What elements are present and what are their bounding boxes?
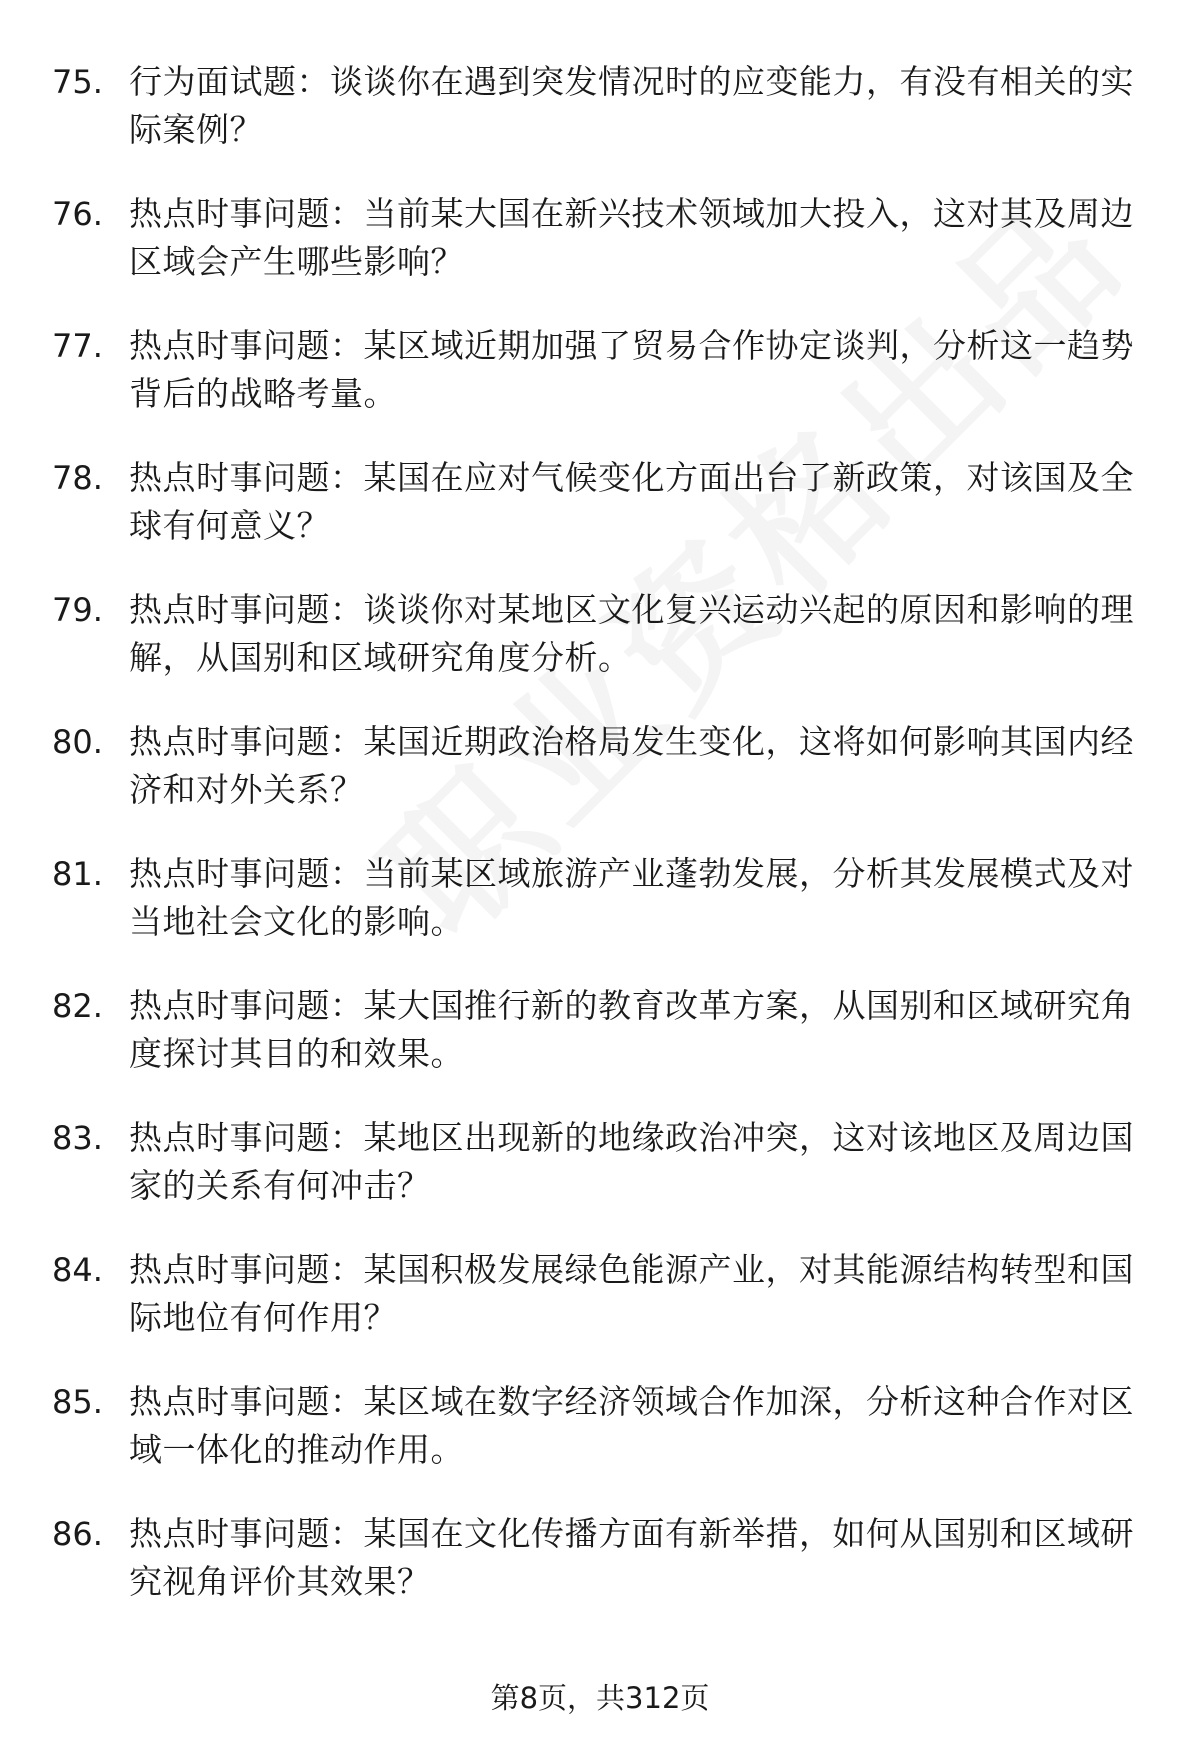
question-number: 86. (52, 1515, 103, 1553)
question-item (52, 454, 1142, 586)
question-text: 热点时事问题：当前某区域旅游产业蓬勃发展，分析其发展模式及对当地社会文化的影响。 (129, 854, 1134, 941)
question-number: 81. (52, 855, 103, 893)
question-item (52, 1510, 1142, 1642)
question-text: 热点时事问题：某大国推行新的教育改革方案，从国别和区域研究角度探讨其目的和效果。 (129, 986, 1134, 1073)
question-number: 76. (52, 195, 103, 233)
question-number: 80. (52, 723, 103, 761)
question-item (52, 322, 1142, 454)
question-number: 77. (52, 327, 103, 365)
question-text: 行为面试题：谈谈你在遇到突发情况时的应变能力，有没有相关的实际案例？ (129, 62, 1134, 149)
page-number: 第8页，共312页 (490, 1681, 710, 1715)
question-item (52, 190, 1142, 322)
question-text: 热点时事问题：某地区出现新的地缘政治冲突，这对该地区及周边国家的关系有何冲击？ (129, 1118, 1134, 1205)
question-text: 热点时事问题：某国在应对气候变化方面出台了新政策，对该国及全球有何意义？ (129, 458, 1134, 545)
question-item (52, 586, 1142, 718)
question-text: 热点时事问题：当前某大国在新兴技术领域加大投入，这对其及周边区域会产生哪些影响？ (129, 194, 1134, 281)
question-text: 热点时事问题：某国在文化传播方面有新举措，如何从国别和区域研究视角评价其效果？ (129, 1514, 1134, 1601)
question-text: 热点时事问题：谈谈你对某地区文化复兴运动兴起的原因和影响的理解，从国别和区域研究角度分析。 (129, 590, 1134, 677)
question-list (52, 58, 1142, 1642)
question-text: 热点时事问题：某区域在数字经济领域合作加深，分析这种合作对区域一体化的推动作用。 (129, 1382, 1134, 1469)
question-item (52, 850, 1142, 982)
question-item (52, 1378, 1142, 1510)
question-item (52, 982, 1142, 1114)
question-text: 热点时事问题：某国近期政治格局发生变化，这将如何影响其国内经济和对外关系？ (129, 722, 1134, 809)
question-number: 79. (52, 591, 103, 629)
question-number: 83. (52, 1119, 103, 1157)
question-number: 75. (52, 63, 103, 101)
question-text: 热点时事问题：某区域近期加强了贸易合作协定谈判，分析这一趋势背后的战略考量。 (129, 326, 1134, 413)
question-number: 84. (52, 1251, 103, 1289)
question-item (52, 58, 1142, 190)
question-number: 78. (52, 459, 103, 497)
question-item (52, 718, 1142, 850)
question-text: 热点时事问题：某国积极发展绿色能源产业，对其能源结构转型和国际地位有何作用？ (129, 1250, 1134, 1337)
question-item (52, 1114, 1142, 1246)
question-number: 85. (52, 1383, 103, 1421)
question-item (52, 1246, 1142, 1378)
question-number: 82. (52, 987, 103, 1025)
